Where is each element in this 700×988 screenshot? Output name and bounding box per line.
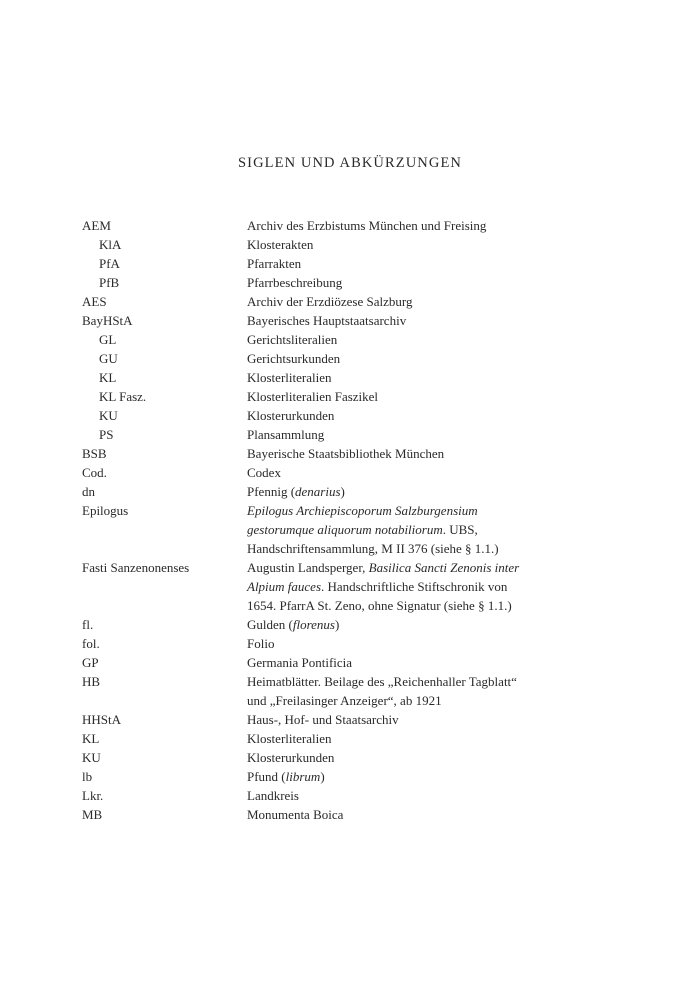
abbreviation-definition — [247, 387, 577, 406]
abbreviation-term: PfA — [99, 256, 120, 271]
definition-line — [247, 349, 577, 368]
abbreviation-term: dn — [82, 484, 95, 499]
definition-text: Gulden ( — [247, 617, 293, 632]
definition-text: Pfennig ( — [247, 484, 296, 499]
abbreviation-definition — [247, 615, 577, 634]
abbreviation-definition — [247, 254, 577, 273]
abbreviation-entry — [82, 254, 662, 273]
abbreviation-term: lb — [82, 769, 93, 784]
abbreviation-entry — [82, 463, 662, 482]
abbreviation-term: KU — [99, 408, 118, 423]
abbreviation-term: KL — [82, 731, 100, 746]
abbreviation-definition — [247, 311, 577, 330]
abbreviation-definition — [247, 786, 577, 805]
abbreviation-entry — [82, 501, 662, 558]
italic-title: denarius — [295, 484, 341, 499]
abbreviation-term: PS — [99, 427, 114, 442]
definition-line — [247, 425, 577, 444]
abbreviation-definition — [247, 729, 577, 748]
abbreviation-entry — [82, 406, 662, 425]
definition-line — [247, 368, 577, 387]
definition-text: Gerichtsurkunden — [247, 351, 341, 366]
abbreviation-entry — [82, 368, 662, 387]
definition-text: Handschriftensammlung, M II 376 (siehe § 1.1.) — [247, 541, 499, 556]
abbreviation-term: GU — [99, 351, 118, 366]
definition-line — [247, 786, 577, 805]
abbreviation-entry — [82, 273, 662, 292]
definition-line — [247, 463, 577, 482]
abbreviation-definition — [247, 805, 577, 824]
definition-line — [247, 387, 577, 406]
definition-line — [247, 767, 577, 786]
definition-line — [247, 520, 577, 539]
definition-line — [247, 330, 577, 349]
abbreviation-entry — [82, 330, 662, 349]
abbreviation-term: KL — [99, 370, 117, 385]
definition-text: Pfund ( — [247, 769, 286, 784]
abbreviation-term: BayHStA — [82, 313, 133, 328]
abbreviation-term: KL Fasz. — [99, 389, 147, 404]
abbreviation-definition — [247, 368, 577, 387]
abbreviation-entry — [82, 311, 662, 330]
definition-line — [247, 596, 577, 615]
italic-title: librum — [285, 769, 321, 784]
abbreviation-entry — [82, 748, 662, 767]
abbreviation-entry — [82, 558, 662, 615]
abbreviation-entry — [82, 292, 662, 311]
definition-text: Heimatblätter. Beilage des „Reichenhaller Tagblatt“ — [247, 674, 517, 689]
italic-title: Basilica Sancti Zenonis inter — [368, 560, 520, 575]
abbreviation-definition — [247, 482, 577, 501]
abbreviation-entry — [82, 615, 662, 634]
abbreviation-definition — [247, 634, 577, 653]
abbreviation-term: Fasti Sanzenonenses — [82, 560, 190, 575]
definition-line — [247, 577, 577, 596]
definition-text: Klosterakten — [247, 237, 314, 252]
definition-text: Folio — [247, 636, 275, 651]
abbreviation-definition — [247, 444, 577, 463]
italic-title: gestorumque aliquorum notabiliorum — [247, 522, 443, 537]
abbreviation-definition — [247, 653, 577, 672]
definition-line — [247, 216, 577, 235]
definition-text: Codex — [247, 465, 281, 480]
definition-line — [247, 292, 577, 311]
abbreviation-term: KU — [82, 750, 101, 765]
abbreviation-term: GP — [82, 655, 99, 670]
definition-text: . Handschriftliche Stiftschronik von — [321, 579, 508, 594]
definition-text: Klosterurkunden — [247, 750, 335, 765]
definition-text: und „Freilasinger Anzeiger“, ab 1921 — [247, 693, 442, 708]
definition-text: Archiv der Erzdiözese Salzburg — [247, 294, 413, 309]
definition-text: Pfarrakten — [247, 256, 302, 271]
abbreviation-definition — [247, 425, 577, 444]
abbreviation-entry — [82, 216, 662, 235]
definition-text: Archiv des Erzbistums München und Freising — [247, 218, 487, 233]
abbreviation-definition — [247, 672, 577, 710]
abbreviation-term: PfB — [99, 275, 120, 290]
definition-line — [247, 672, 577, 691]
abbreviation-term: AEM — [82, 218, 111, 233]
abbreviation-entry — [82, 387, 662, 406]
abbreviation-term: HHStA — [82, 712, 122, 727]
abbreviation-definition — [247, 235, 577, 254]
abbreviation-definition — [247, 349, 577, 368]
abbreviation-term: Lkr. — [82, 788, 104, 803]
abbreviation-term: GL — [99, 332, 117, 347]
abbreviation-entry — [82, 710, 662, 729]
abbreviation-entry — [82, 349, 662, 368]
definition-line — [247, 482, 577, 501]
definition-text: Monumenta Boica — [247, 807, 344, 822]
definition-text: Klosterliteralien — [247, 370, 332, 385]
abbreviation-term: fl. — [82, 617, 94, 632]
abbreviation-term: BSB — [82, 446, 107, 461]
abbreviation-entry — [82, 444, 662, 463]
definition-line — [247, 558, 577, 577]
definition-text: . UBS, — [442, 522, 478, 537]
italic-title: Alpium fauces — [247, 579, 322, 594]
abbreviation-entry — [82, 672, 662, 710]
abbreviation-definition — [247, 463, 577, 482]
definition-line — [247, 273, 577, 292]
abbreviation-entry — [82, 634, 662, 653]
definition-text: Klosterliteralien — [247, 731, 332, 746]
definition-line — [247, 254, 577, 273]
abbreviation-definition — [247, 406, 577, 425]
definition-text: ) — [340, 484, 345, 499]
definition-line — [247, 748, 577, 767]
definition-line — [247, 653, 577, 672]
abbreviation-term: fol. — [82, 636, 100, 651]
italic-title: florenus — [292, 617, 335, 632]
definition-line — [247, 311, 577, 330]
abbreviation-entry — [82, 786, 662, 805]
definition-line — [247, 539, 577, 558]
definition-text: Landkreis — [247, 788, 299, 803]
abbreviation-term: Epilogus — [82, 503, 129, 518]
definition-line — [247, 634, 577, 653]
definition-line — [247, 615, 577, 634]
abbreviation-entry — [82, 729, 662, 748]
abbreviation-term: Cod. — [82, 465, 107, 480]
definition-text: Klosterurkunden — [247, 408, 335, 423]
definition-text: ) — [335, 617, 340, 632]
abbreviation-definition — [247, 273, 577, 292]
abbreviation-term: MB — [82, 807, 103, 822]
definition-text: Plansammlung — [247, 427, 325, 442]
abbreviation-definition — [247, 501, 577, 558]
abbreviation-term: AES — [82, 294, 107, 309]
definition-text: Bayerisches Hauptstaatsarchiv — [247, 313, 407, 328]
definition-text: ) — [320, 769, 325, 784]
abbreviation-entry — [82, 767, 662, 786]
definition-text: 1654. PfarrA St. Zeno, ohne Signatur (siehe § 1.1.) — [247, 598, 512, 613]
abbreviation-entry — [82, 425, 662, 444]
definition-text: Gerichtsliteralien — [247, 332, 338, 347]
definition-line — [247, 691, 577, 710]
abbreviation-entry — [82, 482, 662, 501]
definition-line — [247, 501, 577, 520]
abbreviation-definition — [247, 216, 577, 235]
abbreviation-entry — [82, 805, 662, 824]
definition-line — [247, 710, 577, 729]
abbreviation-term: KlA — [99, 237, 122, 252]
definition-text: Klosterliteralien Faszikel — [247, 389, 379, 404]
italic-title: Epilogus Archiepiscoporum Salzburgensium — [247, 503, 478, 518]
definition-text: Bayerische Staatsbibliothek München — [247, 446, 445, 461]
definition-text: Pfarrbeschreibung — [247, 275, 343, 290]
definition-line — [247, 444, 577, 463]
definition-text: Haus-, Hof- und Staatsarchiv — [247, 712, 399, 727]
definition-line — [247, 235, 577, 254]
abbreviation-list — [82, 216, 662, 824]
abbreviation-entry — [82, 653, 662, 672]
abbreviation-definition — [247, 710, 577, 729]
abbreviation-definition — [247, 292, 577, 311]
definition-text: Germania Pontificia — [247, 655, 353, 670]
abbreviation-definition — [247, 748, 577, 767]
definition-text: Augustin Landsperger, — [247, 560, 369, 575]
abbreviation-definition — [247, 330, 577, 349]
abbreviation-entry — [82, 235, 662, 254]
abbreviation-definition — [247, 558, 577, 615]
definition-line — [247, 729, 577, 748]
page-heading: SIGLEN UND ABKÜRZUNGEN — [238, 155, 462, 171]
definition-line — [247, 406, 577, 425]
abbreviation-term: HB — [82, 674, 101, 689]
definition-line — [247, 805, 577, 824]
abbreviation-definition — [247, 767, 577, 786]
